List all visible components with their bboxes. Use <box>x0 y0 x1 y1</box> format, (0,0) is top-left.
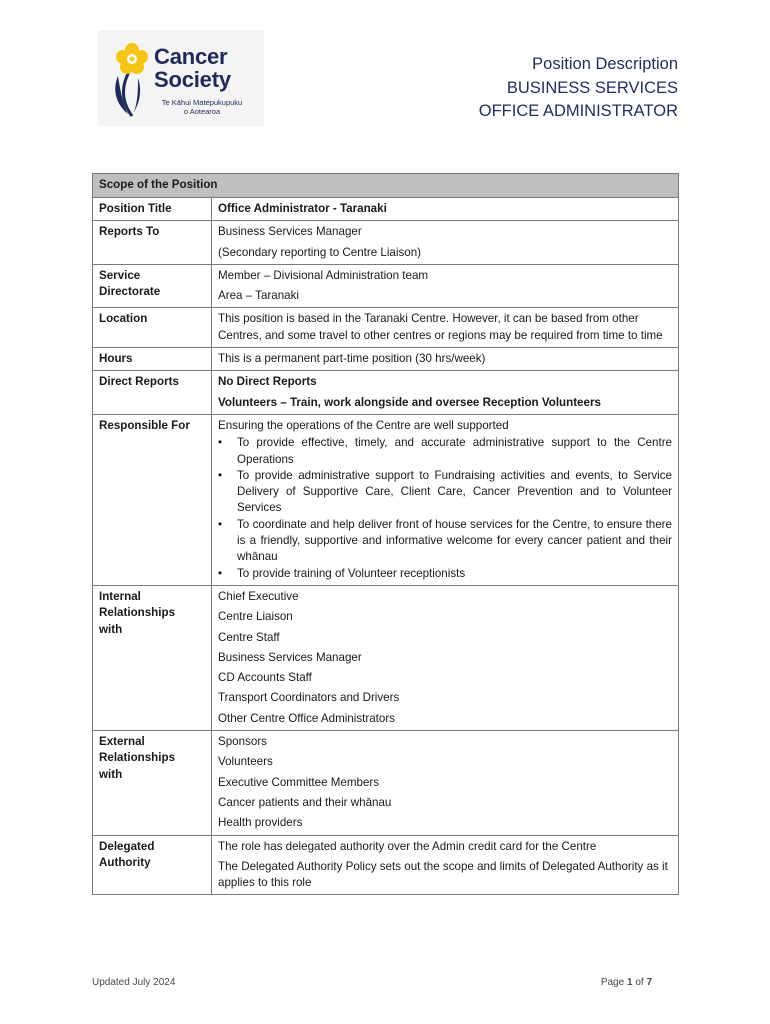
row-label <box>93 264 212 308</box>
logo-subtitle: Te Kāhui Matepukupuku <box>161 98 243 107</box>
label-line: Directorate <box>99 285 161 299</box>
cell-line: Transport Coordinators and Drivers <box>218 691 400 705</box>
department-title: BUSINESS SERVICES <box>506 79 678 97</box>
list-item-text: To coordinate and help deliver front of house services for the Centre, to ensure there is a friendly, supportive and informative welcome for every cancer patient and their whānau <box>237 517 672 564</box>
row-label: Reports To <box>93 221 212 265</box>
list-item <box>218 566 672 582</box>
bullet-icon: • <box>218 566 223 580</box>
label-line: Internal <box>99 589 141 603</box>
cancer-society-logo <box>98 30 264 126</box>
table-row <box>93 264 679 308</box>
page-indicator <box>601 977 652 988</box>
logo-word-society: Society <box>154 67 231 92</box>
cell-line: Sponsors <box>218 735 267 749</box>
section-title: Scope of the Position <box>93 174 679 198</box>
list-item-text: To provide training of Volunteer receptionists <box>237 566 466 580</box>
cell-line: Business Services Manager <box>218 225 362 239</box>
cell-line: Volunteers – Train, work alongside and oversee Reception Volunteers <box>218 395 601 409</box>
cell-line: Health providers <box>218 816 303 830</box>
bullet-icon: • <box>218 468 223 482</box>
cell-line: (Secondary reporting to Centre Liaison) <box>218 245 421 259</box>
cell-line: Executive Committee Members <box>218 775 380 789</box>
service-directorate-value <box>212 264 679 308</box>
logo-subtitle-2: o Aotearoa <box>183 107 221 116</box>
hours-value: This is a permanent part-time position (30 hrs/week) <box>212 348 679 371</box>
label-line: External <box>99 735 145 749</box>
page-total: 7 <box>646 977 652 988</box>
page-word: Page <box>600 977 625 988</box>
responsible-for-value <box>212 414 679 585</box>
page-number: 1 <box>626 977 633 988</box>
table-row <box>93 308 679 348</box>
cell-line: Business Services Manager <box>218 650 362 664</box>
row-label: Position Title <box>93 198 212 221</box>
list-item-text: To provide effective, timely, and accurate administrative support to the Centre Operations <box>237 436 672 466</box>
direct-reports-value <box>212 371 679 415</box>
table-row <box>93 835 679 895</box>
position-scope-table <box>92 173 679 895</box>
external-relationships-value <box>212 731 679 835</box>
doc-type-title: Position Description <box>532 55 678 73</box>
bullet-icon: • <box>218 517 223 531</box>
cell-line: Chief Executive <box>218 589 299 603</box>
reports-to-value <box>212 221 679 265</box>
cell-line: Area – Taranaki <box>218 289 299 303</box>
location-value: This position is based in the Taranaki Centre. However, it can be based from other Centres, and some travel to other centres or regions may be required from time to time <box>212 308 679 348</box>
role-title: OFFICE ADMINISTRATOR <box>478 102 678 120</box>
cell-line: Member – Divisional Administration team <box>218 268 429 282</box>
table-row <box>93 731 679 835</box>
table-row <box>93 198 679 221</box>
position-title-value: Office Administrator - Taranaki <box>212 198 679 221</box>
row-label: Hours <box>93 348 212 371</box>
internal-relationships-value <box>212 585 679 730</box>
responsibility-list <box>218 435 672 582</box>
label-line: Service <box>99 268 141 282</box>
list-item <box>218 517 672 566</box>
label-line: Delegated <box>99 839 155 853</box>
label-line: with <box>99 767 123 781</box>
label-line: Relationships <box>99 606 176 620</box>
bullet-icon: • <box>218 436 223 450</box>
list-item <box>218 435 672 468</box>
row-label <box>93 585 212 730</box>
logo-word-cancer: Cancer <box>154 44 228 69</box>
label-line: Authority <box>99 855 151 869</box>
cell-line: CD Accounts Staff <box>218 671 312 685</box>
daffodil-icon <box>108 40 154 118</box>
cell-line: Other Centre Office Administrators <box>218 711 395 725</box>
list-item-text: To provide administrative support to Fundraising activities and events, to Service Delivery of Supportive Care, Client Care, Cancer Prevention and to Volunteer Services <box>237 468 672 515</box>
row-label <box>93 731 212 835</box>
footer-updated: Updated July 2024 <box>92 977 176 988</box>
of-word: of <box>635 977 644 988</box>
cell-line: Centre Liaison <box>218 610 293 624</box>
cell-line: The role has delegated authority over the Admin credit card for the Centre <box>218 839 597 853</box>
cell-line: Cancer patients and their whānau <box>218 795 392 809</box>
cell-line: Volunteers <box>218 755 273 769</box>
cell-line: Centre Staff <box>218 630 280 644</box>
row-label: Responsible For <box>93 414 212 585</box>
list-item <box>218 468 672 517</box>
row-label <box>93 835 212 895</box>
cell-line: The Delegated Authority Policy sets out the scope and limits of Delegated Authority as it applies to this role <box>218 859 668 890</box>
table-row <box>93 371 679 415</box>
cell-line: No Direct Reports <box>218 375 317 389</box>
row-label: Direct Reports <box>93 371 212 415</box>
table-row <box>93 221 679 265</box>
table-row <box>93 414 679 585</box>
cell-line: Ensuring the operations of the Centre are well supported <box>218 418 509 432</box>
label-line: Relationships <box>99 751 176 765</box>
label-line: with <box>99 622 123 636</box>
delegated-authority-value <box>212 835 679 895</box>
table-row <box>93 348 679 371</box>
table-section-header <box>93 174 679 198</box>
row-label: Location <box>93 308 212 348</box>
table-row <box>93 585 679 730</box>
